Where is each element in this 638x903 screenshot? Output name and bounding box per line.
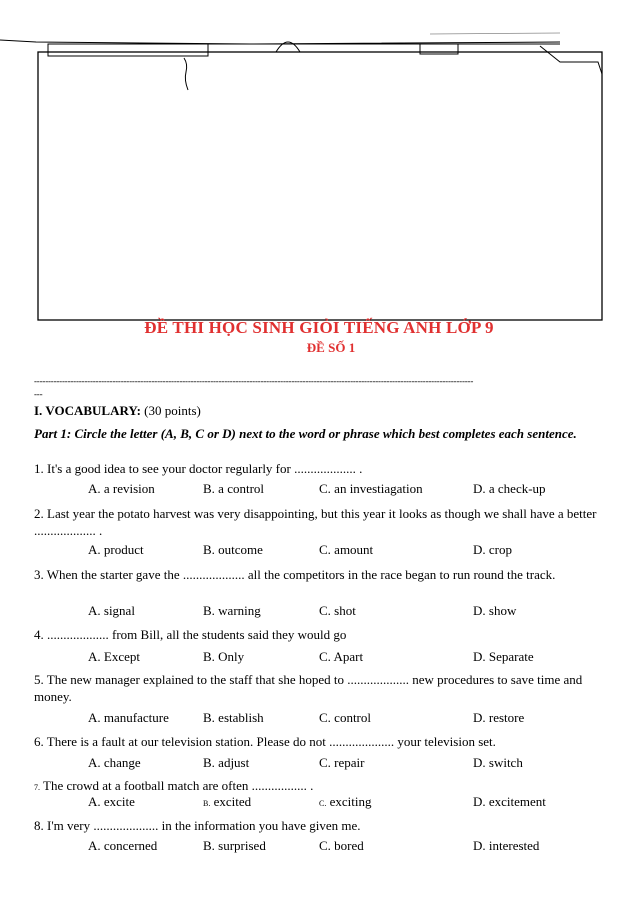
option-c-letter: C. — [319, 799, 327, 808]
option-c[interactable] — [319, 794, 371, 810]
divider-tail: --- — [34, 389, 43, 399]
question-options — [88, 755, 608, 772]
option-c[interactable]: C. an investiagation — [319, 481, 423, 496]
question-options — [88, 838, 608, 855]
question-number: 7. — [34, 783, 40, 792]
picture-frame — [38, 52, 602, 320]
question-options — [88, 542, 608, 559]
question-text: The crowd at a football match are often ................. . — [43, 778, 314, 793]
question-options — [88, 794, 608, 811]
option-a[interactable]: A. concerned — [88, 838, 158, 853]
top-rule-line — [0, 40, 560, 44]
option-b[interactable] — [203, 794, 251, 810]
question-stem: 5. The new manager explained to the staff that she hoped to ................... new procedures to save time and money. — [34, 672, 583, 704]
option-b[interactable]: B. a control — [203, 481, 265, 496]
option-a[interactable]: A. Except — [88, 649, 140, 664]
option-b-text: excited — [213, 794, 252, 809]
question-options — [88, 710, 608, 727]
header-artwork — [0, 0, 638, 330]
question-stem: 4. ................... from Bill, all the students said they would go — [34, 627, 347, 642]
frame-tab-left — [48, 44, 208, 56]
option-a[interactable]: A. a revision — [88, 481, 155, 496]
option-d[interactable]: D. crop — [473, 542, 512, 557]
part-instruction: Part 1: Circle the letter (A, B, C or D) next to the word or phrase which best completes each sentence. — [34, 426, 577, 441]
option-b[interactable]: B. outcome — [203, 542, 263, 557]
option-c-text: exciting — [329, 794, 372, 809]
option-b[interactable]: B. adjust — [203, 755, 250, 770]
option-c[interactable]: C. Apart — [319, 649, 364, 664]
option-b[interactable]: B. warning — [203, 603, 261, 618]
question-stem: 1. It's a good idea to see your doctor regularly for ................... . — [34, 461, 363, 476]
option-a[interactable]: A. change — [88, 755, 141, 770]
option-a[interactable]: A. product — [88, 542, 144, 557]
option-a[interactable]: A. signal — [88, 603, 135, 618]
option-d[interactable]: D. excitement — [473, 794, 546, 809]
option-d[interactable]: D. interested — [473, 838, 540, 853]
question-stem: 2. Last year the potato harvest was very disappointing, but this year it looks as though we shall have a better ................... . — [34, 506, 597, 538]
option-c[interactable]: C. amount — [319, 542, 374, 557]
section-title: I. VOCABULARY: — [34, 403, 141, 418]
section-points: (30 points) — [144, 403, 201, 418]
question-stem: 3. When the starter gave the ................... all the competitors in the race began to run round the track. — [34, 567, 556, 582]
question-stem: 8. I'm very .................... in the information you have given me. — [34, 818, 361, 833]
hook-mark — [184, 58, 188, 90]
option-b[interactable]: B. surprised — [203, 838, 266, 853]
option-c[interactable]: C. repair — [319, 755, 365, 770]
divider-line: ------------------------------------------------------------------------------------------------------------------------------------------------------------- — [34, 376, 474, 386]
option-b[interactable]: B. Only — [203, 649, 245, 664]
option-d[interactable]: D. show — [473, 603, 517, 618]
option-c[interactable]: C. control — [319, 710, 371, 725]
option-a[interactable]: A. excite — [88, 794, 135, 809]
option-d[interactable]: D. restore — [473, 710, 525, 725]
option-d[interactable]: D. a check-up — [473, 481, 546, 496]
option-c[interactable]: C. shot — [319, 603, 356, 618]
question-options — [88, 481, 608, 498]
exam-title: ĐỀ THI HỌC SINH GIỎI TIẾNG ANH LỚP 9 — [144, 318, 494, 337]
top-rule-line-2 — [430, 33, 560, 34]
option-d[interactable]: D. switch — [473, 755, 523, 770]
section-heading — [34, 402, 604, 419]
option-c[interactable]: C. bored — [319, 838, 364, 853]
option-b-letter: B. — [203, 799, 211, 808]
question-stem: 6. There is a fault at our television station. Please do not .................... your television set. — [34, 734, 496, 749]
question-options — [88, 649, 608, 666]
option-a[interactable]: A. manufacture — [88, 710, 169, 725]
exam-subtitle: ĐỀ SỐ 1 — [306, 340, 356, 355]
frame-corner-right — [540, 46, 602, 74]
question-options — [88, 603, 608, 620]
option-d[interactable]: D. Separate — [473, 649, 534, 664]
option-b[interactable]: B. establish — [203, 710, 264, 725]
